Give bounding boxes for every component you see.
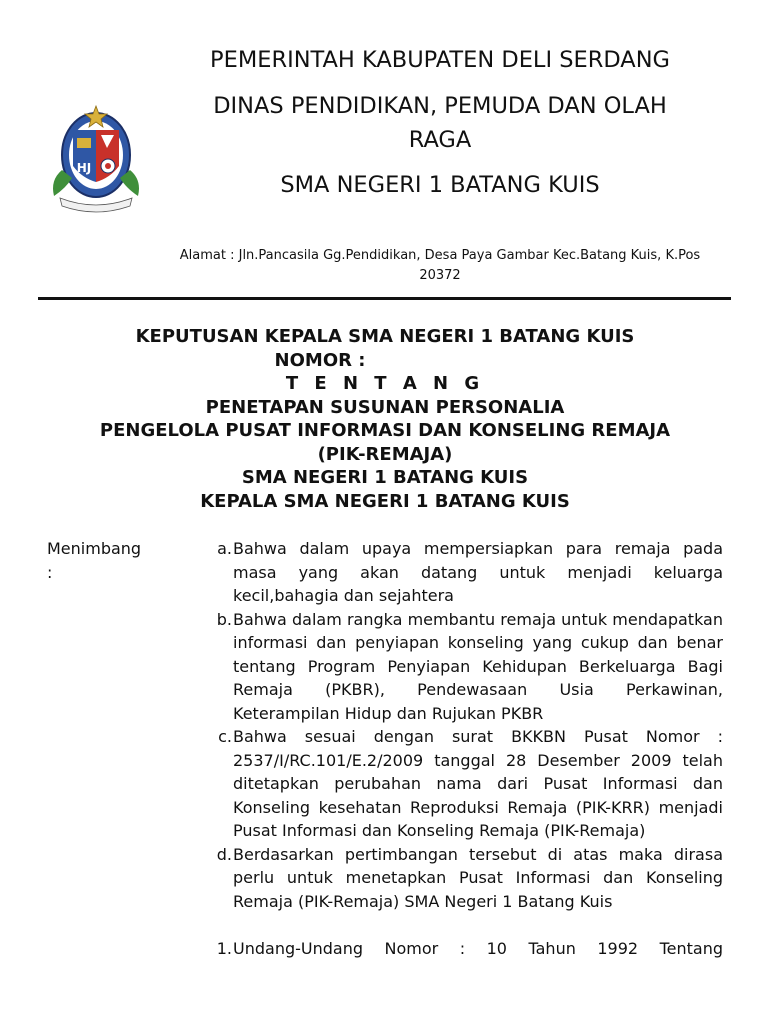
title-line-8: KEPALA SMA NEGERI 1 BATANG KUIS (200, 490, 570, 512)
list-item (0, 725, 768, 843)
list-item (0, 537, 768, 608)
list-item-text: Bahwa sesuai dengan surat BKKBN Pusat Nomor : 2537/I/RC.101/E.2/2009 tanggal 28 Desember 2009 telah ditetapkan perubahan nama dari Pusat Informasi dan Konseling kesehatan Reproduksi Remaja (PIK-KRR) menjadi Pusat Informasi dan Konseling Remaja (PIK-Remaja) (233, 727, 723, 840)
deli-serdang-emblem-icon (46, 100, 146, 215)
title-line-4: PENETAPAN SUSUNAN PERSONALIA (205, 396, 565, 418)
header-divider (38, 297, 731, 300)
list-marker: b. (216, 609, 232, 629)
school-name: SMA NEGERI 1 BATANG KUIS (280, 172, 600, 198)
address-line1: Alamat : Jln.Pancasila Gg.Pendidikan, Desa Paya Gambar Kec.Batang Kuis, K.Pos (179, 248, 701, 263)
title-line-6: (PIK-REMAJA) (317, 443, 453, 465)
list-item (0, 843, 768, 914)
school-address (150, 246, 730, 286)
section-gap (0, 913, 768, 937)
title-nomor: NOMOR : (274, 349, 366, 371)
considerations-list (0, 537, 768, 961)
list-marker: d. (216, 844, 232, 864)
title-line-5: PENGELOLA PUSAT INFORMASI DAN KONSELING REMAJA (99, 420, 671, 441)
department-name-line2: RAGA (408, 127, 472, 153)
list-item (0, 937, 768, 961)
list-item-text: Undang-Undang Nomor : 10 Tahun 1992 Tentang (233, 939, 723, 958)
title-line-7: SMA NEGERI 1 BATANG KUIS (241, 467, 529, 488)
list-item-text: Bahwa dalam upaya mempersiapkan para remaja pada masa yang akan datang untuk menjadi keluarga kecil,bahagia dan sejahtera (233, 539, 723, 605)
menimbang-label: Menimbang : (47, 539, 142, 582)
list-item (0, 608, 768, 726)
title-tentang: T E N T A N G (285, 373, 485, 394)
address-line2: 20372 (419, 268, 461, 283)
department-name-line1: DINAS PENDIDIKAN, PEMUDA DAN OLAH (213, 93, 667, 119)
decree-title (40, 325, 730, 513)
list-marker: 1. (216, 939, 232, 958)
government-name: PEMERINTAH KABUPATEN DELI SERDANG (210, 47, 670, 73)
list-marker: c. (218, 727, 232, 746)
title-line-1: KEPUTUSAN KEPALA SMA NEGERI 1 BATANG KUIS (135, 326, 635, 347)
list-marker: a. (217, 539, 232, 558)
list-item-text: Berdasarkan pertimbangan tersebut di atas maka dirasa perlu untuk menetapkan Pusat Informasi dan Konseling Remaja (PIK-Remaja) SMA Negeri 1 Batang Kuis (233, 844, 723, 911)
svg-text:HJ: HJ (76, 161, 92, 175)
list-item-text: Bahwa dalam rangka membantu remaja untuk mendapatkan informasi dan penyiapan konseling yang cukup dan benar tentang Program Penyiapan Kehidupan Berkeluarga Bagi Remaja (PKBR), Pendewasaan Usia Perkawinan, Keterampilan Hidup dan Rujukan PKBR (233, 609, 723, 723)
